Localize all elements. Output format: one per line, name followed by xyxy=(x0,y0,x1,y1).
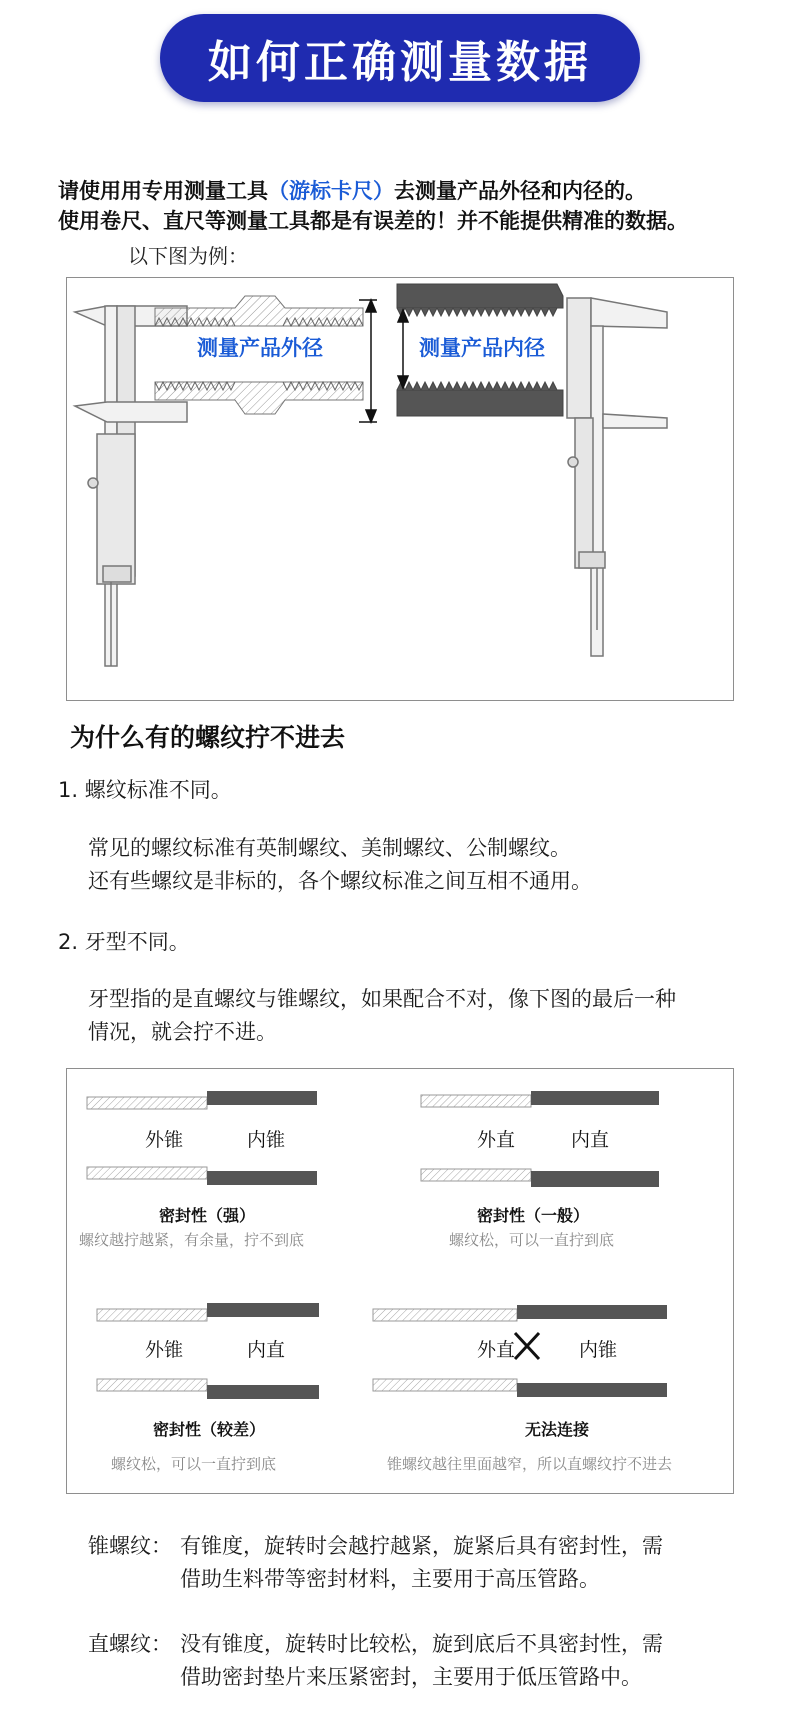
case3-outer-label: 外锥 xyxy=(145,1339,184,1361)
definition-straight-line2: 借助密封垫片来压紧密封，主要用于低压管路中。 xyxy=(180,1665,642,1689)
outer-diameter-label: 测量产品外径 xyxy=(197,336,323,360)
case3-inner-label: 内直 xyxy=(247,1339,286,1361)
cross-icon xyxy=(515,1333,539,1359)
measurement-diagram xyxy=(66,277,734,701)
case1-title: 密封性（强） xyxy=(159,1206,256,1225)
case1-inner-label: 内锥 xyxy=(247,1129,286,1151)
case2-outer-label: 外直 xyxy=(477,1129,516,1151)
definition-taper-line2: 借助生料带等密封材料，主要用于高压管路。 xyxy=(180,1567,600,1591)
case1-note: 螺纹越拧越紧，有余量，拧不到底 xyxy=(79,1231,305,1249)
definition-taper-line1: 有锥度，旋转时会越拧越紧，旋紧后具有密封性，需 xyxy=(180,1534,663,1558)
definition-taper xyxy=(88,1530,663,1596)
definition-straight-term: 直螺纹： xyxy=(88,1632,172,1656)
case4-thread-pair xyxy=(373,1305,667,1397)
page-title: 如何正确测量数据 xyxy=(160,14,640,102)
item2-title: 2. 牙型不同。 xyxy=(58,930,190,954)
measurement-illustration xyxy=(67,278,735,702)
case1-outer-label: 外锥 xyxy=(145,1129,184,1151)
definition-straight-line1: 没有锥度，旋转时比较松，旋到底后不具密封性，需 xyxy=(180,1632,663,1656)
intro-text xyxy=(58,176,688,236)
item2-line1: 牙型指的是直螺纹与锥螺纹，如果配合不对，像下图的最后一种 xyxy=(88,987,676,1011)
inner-diameter-label: 测量产品内径 xyxy=(419,336,545,360)
item2-line2: 情况，就会拧不进。 xyxy=(88,1020,277,1044)
case3-note: 螺纹松，可以一直拧到底 xyxy=(111,1455,277,1473)
section-heading: 为什么有的螺纹拧不进去 xyxy=(70,723,346,752)
case2-thread-pair xyxy=(421,1091,659,1187)
intro-line-2: 使用卷尺、直尺等测量工具都是有误差的！并不能提供精准的数据。 xyxy=(58,209,688,233)
case2-inner-label: 内直 xyxy=(571,1129,610,1151)
example-caption: 以下图为例： xyxy=(128,244,248,268)
thread-cases-diagram xyxy=(66,1068,734,1494)
item1-title: 1. 螺纹标准不同。 xyxy=(58,778,232,802)
definition-taper-term: 锥螺纹： xyxy=(88,1534,172,1558)
definition-straight xyxy=(88,1628,663,1694)
case2-note: 螺纹松，可以一直拧到底 xyxy=(449,1231,615,1249)
left-caliper xyxy=(75,306,187,666)
case4-outer-label: 外直 xyxy=(477,1339,516,1361)
case3-title: 密封性（较差） xyxy=(153,1420,266,1439)
tool-name: （游标卡尺） xyxy=(268,179,394,203)
case4-title: 无法连接 xyxy=(525,1420,590,1439)
case4-inner-label: 内锥 xyxy=(579,1339,618,1361)
item1-line2: 还有些螺纹是非标的，各个螺纹标准之间互相不通用。 xyxy=(88,869,592,893)
right-caliper xyxy=(567,298,667,656)
item1-line1: 常见的螺纹标准有英制螺纹、美制螺纹、公制螺纹。 xyxy=(88,836,571,860)
inner-diameter-arrow xyxy=(398,310,408,388)
case4-note: 锥螺纹越往里面越窄，所以直螺纹拧不进去 xyxy=(387,1455,673,1473)
case2-title: 密封性（一般） xyxy=(477,1206,590,1225)
intro-line-1: 请使用用专用测量工具（游标卡尺）去测量产品外径和内径的。 xyxy=(58,179,646,203)
case3-thread-pair xyxy=(97,1303,319,1399)
